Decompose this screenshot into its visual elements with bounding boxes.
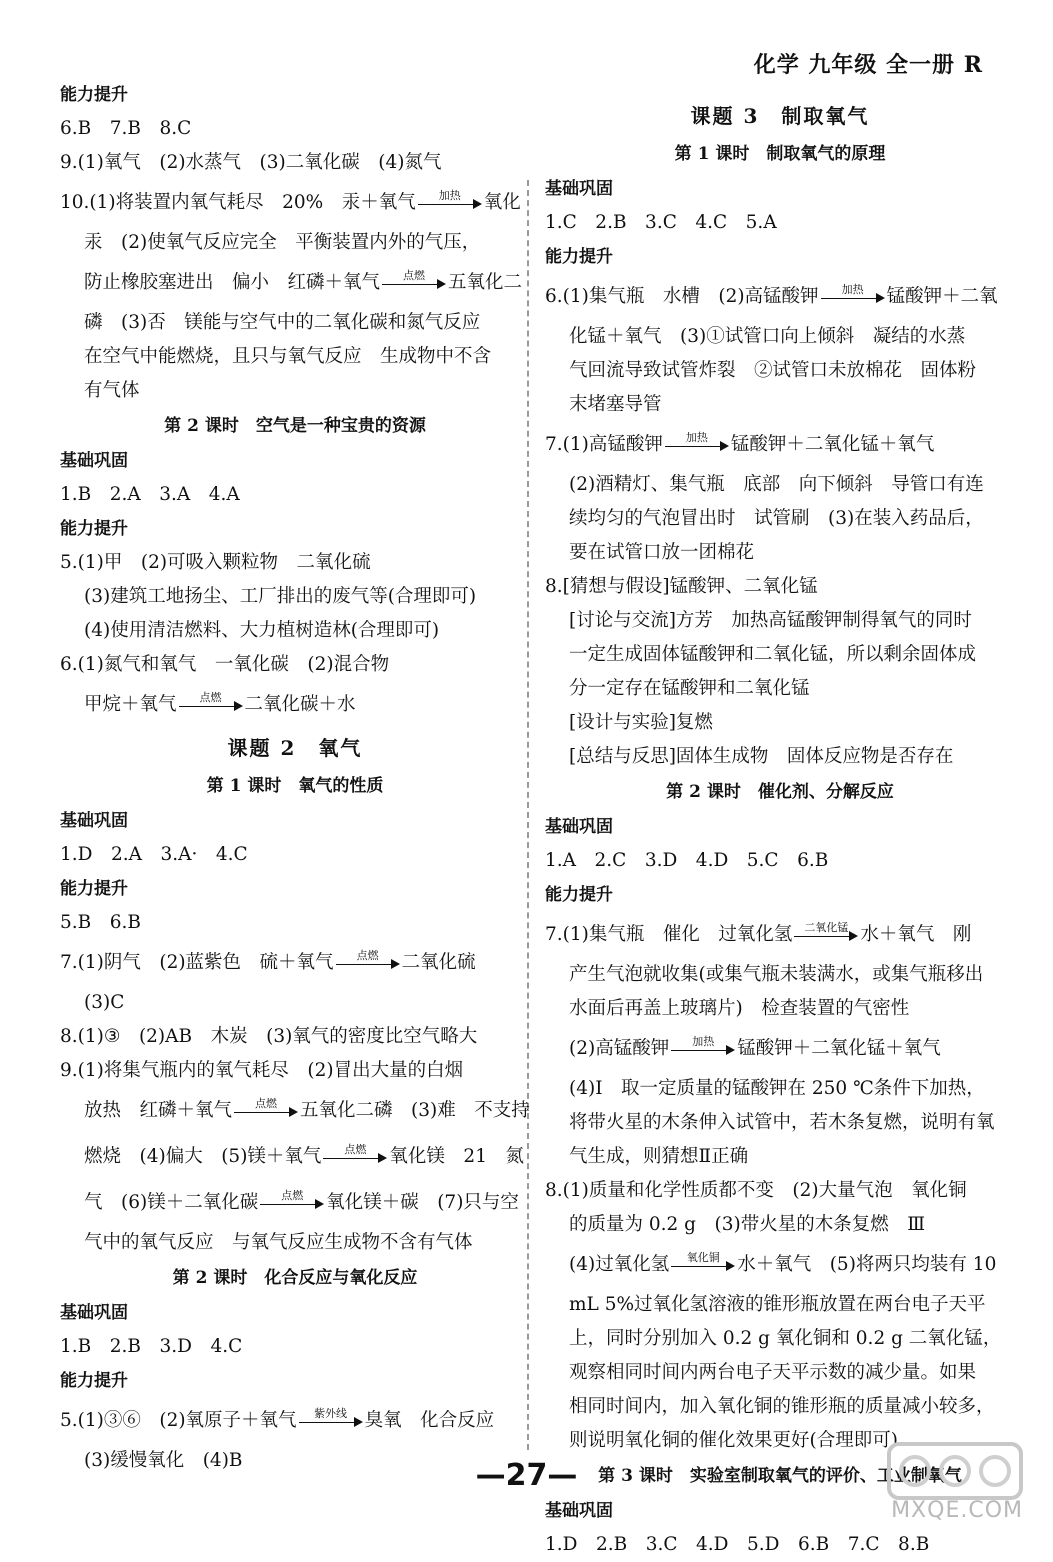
answer-line: (2)高锰酸钾 加热 锰酸钾＋二氧化锰＋氧气 <box>569 1035 941 1059</box>
answer-line: 5.B 6.B <box>60 912 141 933</box>
answer-line: 化锰＋氧气 (3)①试管口向上倾斜 凝结的水蒸 <box>569 326 966 347</box>
answer-line: [讨论与交流]方芳 加热高锰酸钾制得氧气的同时 <box>569 610 972 631</box>
answer-line: (4)过氧化氢 氧化铜 水＋氧气 (5)将两只均装有 10 <box>569 1251 997 1275</box>
answer-line: 7.(1)集气瓶 催化 过氧化氢 二氧化锰 水＋氧气 刚 <box>545 921 972 945</box>
answer-line: mL 5%过氧化氢溶液的锥形瓶放置在两台电子天平 <box>569 1294 986 1315</box>
answer-line: 6.(1)氮气和氧气 一氧化碳 (2)混合物 <box>60 654 390 675</box>
reaction-arrow: 点燃 <box>323 1150 387 1164</box>
page-number: —27— <box>475 1458 578 1493</box>
answer-line: 气中的氧气反应 与氧气反应生成物不含有气体 <box>84 1232 473 1253</box>
lesson-heading: 第 2 课时 化合反应与氧化反应 <box>172 1268 418 1288</box>
answer-line: (4)Ⅰ 取一定质量的锰酸钾在 250 ℃条件下加热， <box>569 1078 985 1099</box>
answer-line: 1.A 2.C 3.D 4.D 5.C 6.B <box>545 850 829 871</box>
answer-line: 9.(1)氧气 (2)水蒸气 (3)二氧化碳 (4)氮气 <box>60 152 442 173</box>
answer-line: 甲烷＋氧气 点燃 二氧化碳＋水 <box>84 691 356 715</box>
section-heading: 课题 2 氧气 <box>227 736 363 760</box>
answer-line: 1.B 2.B 3.D 4.C <box>60 1336 243 1357</box>
answer-line: 气生成，则猜想Ⅱ正确 <box>569 1146 749 1167</box>
answer-line: 的质量为 0.2 g (3)带火星的木条复燃 Ⅲ <box>569 1214 926 1235</box>
answer-line: 观察相同时间内两台电子天平示数的减少量。如果 <box>569 1362 977 1383</box>
answer-line: 1.B 2.A 3.A 4.A <box>60 484 240 505</box>
answer-line: (3)C <box>84 992 125 1013</box>
lesson-heading: 第 2 课时 催化剂、分解反应 <box>666 782 894 802</box>
reaction-arrow: 加热 <box>418 196 482 210</box>
answer-line: 上，同时分别加入 0.2 g 氧化铜和 0.2 g 二氧化锰， <box>569 1328 1002 1349</box>
answer-line: 汞 (2)使氧气反应完全 平衡装置内外的气压， <box>84 232 481 253</box>
watermark-text: MXQE.COM <box>891 1498 1023 1523</box>
section-label: 基础巩固 <box>60 451 128 471</box>
section-label: 能力提升 <box>60 1371 128 1391</box>
lesson-heading: 第 3 课时 实验室制取氧气的评价、工业制氧气 <box>598 1466 962 1486</box>
answer-line: 5.(1)③⑥ (2)氧原子＋氧气 紫外线 臭氧 化合反应 <box>60 1407 495 1431</box>
answer-line: 气回流导致试管炸裂 ②试管口未放棉花 固体粉 <box>569 360 977 381</box>
answer-line: 分一定存在锰酸钾和二氧化锰 <box>569 678 810 699</box>
answer-line: 10.(1)将装置内氧气耗尽 20% 汞＋氧气 加热 氧化 <box>60 189 521 213</box>
answer-line: (3)建筑工地扬尘、工厂排出的废气等(合理即可) <box>84 586 477 607</box>
section-label: 基础巩固 <box>60 811 128 831</box>
answer-line: (2)酒精灯、集气瓶 底部 向下倾斜 导管口有连 <box>569 474 984 495</box>
answer-line: 燃烧 (4)偏大 (5)镁＋氧气 点燃 氧化镁 21 氮 <box>84 1143 524 1167</box>
reaction-arrow: 二氧化锰 <box>794 928 858 942</box>
answer-line: 相同时间内，加入氧化铜的锥形瓶的质量减小较多， <box>569 1396 995 1417</box>
reaction-arrow: 点燃 <box>382 276 446 290</box>
reaction-arrow: 点燃 <box>234 1104 298 1118</box>
section-label: 能力提升 <box>545 885 613 905</box>
answer-line: 产生气泡就收集(或集气瓶未装满水，或集气瓶移出 <box>569 964 984 985</box>
answer-line: [设计与实验]复燃 <box>569 712 713 733</box>
answer-line: 9.(1)将集气瓶内的氧气耗尽 (2)冒出大量的白烟 <box>60 1060 464 1081</box>
answer-line: (4)使用清洁燃料、大力植树造林(合理即可) <box>84 620 440 641</box>
answer-line: 8.[猜想与假设]锰酸钾、二氧化锰 <box>545 576 818 597</box>
lesson-heading: 第 1 课时 制取氧气的原理 <box>674 144 886 164</box>
reaction-arrow: 点燃 <box>336 956 400 970</box>
reaction-arrow: 加热 <box>671 1042 735 1056</box>
answer-line: 放热 红磷＋氧气 点燃 五氧化二磷 (3)难 不支持 <box>84 1097 530 1121</box>
answer-line: 一定生成固体锰酸钾和二氧化锰，所以剩余固体成 <box>569 644 977 665</box>
reaction-arrow: 氧化铜 <box>671 1258 735 1272</box>
answer-line: 气 (6)镁＋二氧化碳 点燃 氧化镁＋碳 (7)只与空 <box>84 1189 519 1213</box>
answer-line: 6.(1)集气瓶 水槽 (2)高锰酸钾 加热 锰酸钾＋二氧 <box>545 283 998 307</box>
answer-line: 8.(1)质量和化学性质都不变 (2)大量气泡 氧化铜 <box>545 1180 967 1201</box>
answer-line: 续均匀的气泡冒出时 试管刷 (3)在装入药品后， <box>569 508 984 529</box>
answer-line: 7.(1)阴气 (2)蓝紫色 硫＋氧气 点燃 二氧化硫 <box>60 949 476 973</box>
answer-line: 1.D 2.A 3.A· 4.C <box>60 844 248 865</box>
reaction-arrow: 加热 <box>665 438 729 452</box>
reaction-arrow: 紫外线 <box>299 1414 363 1428</box>
section-label: 能力提升 <box>60 519 128 539</box>
lesson-heading: 第 1 课时 氧气的性质 <box>206 776 384 796</box>
answer-line: 则说明氧化铜的催化效果更好(合理即可) <box>569 1430 898 1451</box>
answer-line: 8.(1)③ (2)AB 木炭 (3)氧气的密度比空气略大 <box>60 1026 478 1047</box>
section-label: 基础巩固 <box>545 1501 613 1521</box>
section-label: 基础巩固 <box>545 179 613 199</box>
reaction-arrow: 加热 <box>821 290 885 304</box>
section-label: 能力提升 <box>545 247 613 267</box>
answer-line: 6.B 7.B 8.C <box>60 118 192 139</box>
section-label: 基础巩固 <box>60 1303 128 1323</box>
answer-line: 1.D 2.B 3.C 4.D 5.D 6.B 7.C 8.B <box>545 1534 930 1555</box>
answer-line: (3)缓慢氧化 (4)B <box>84 1450 243 1471</box>
answer-line: 要在试管口放一团棉花 <box>569 542 755 563</box>
answer-line: 防止橡胶塞进出 偏小 红磷＋氧气 点燃 五氧化二 <box>84 269 523 293</box>
answer-line: 磷 (3)否 镁能与空气中的二氧化碳和氮气反应 <box>84 312 481 333</box>
reaction-arrow: 点燃 <box>260 1196 324 1210</box>
answer-line: 7.(1)高锰酸钾 加热 锰酸钾＋二氧化锰＋氧气 <box>545 431 935 455</box>
lesson-heading: 第 2 课时 空气是一种宝贵的资源 <box>164 416 426 436</box>
answer-line: 1.C 2.B 3.C 4.C 5.A <box>545 212 777 233</box>
answer-line: 水面后再盖上玻璃片) 检查装置的气密性 <box>569 998 910 1019</box>
answer-line: 5.(1)甲 (2)可吸入颗粒物 二氧化硫 <box>60 552 371 573</box>
page-header-title: 化学 九年级 全一册 R <box>753 52 983 78</box>
answer-line: 末堵塞导管 <box>569 394 662 415</box>
answer-line: 有气体 <box>84 380 140 401</box>
section-label: 基础巩固 <box>545 817 613 837</box>
section-heading: 课题 3 制取氧气 <box>690 104 870 128</box>
section-label: 能力提升 <box>60 879 128 899</box>
right-column <box>545 96 1015 1562</box>
answer-line: 将带火星的木条伸入试管中，若木条复燃，说明有氧 <box>569 1112 995 1133</box>
left-column <box>60 78 530 1478</box>
answer-line: [总结与反思]固体生成物 固体反应物是否存在 <box>569 746 954 767</box>
section-label: 能力提升 <box>60 85 128 105</box>
answer-line: 在空气中能燃烧，且只与氧气反应 生成物中不含 <box>84 346 492 367</box>
reaction-arrow: 点燃 <box>179 698 243 712</box>
